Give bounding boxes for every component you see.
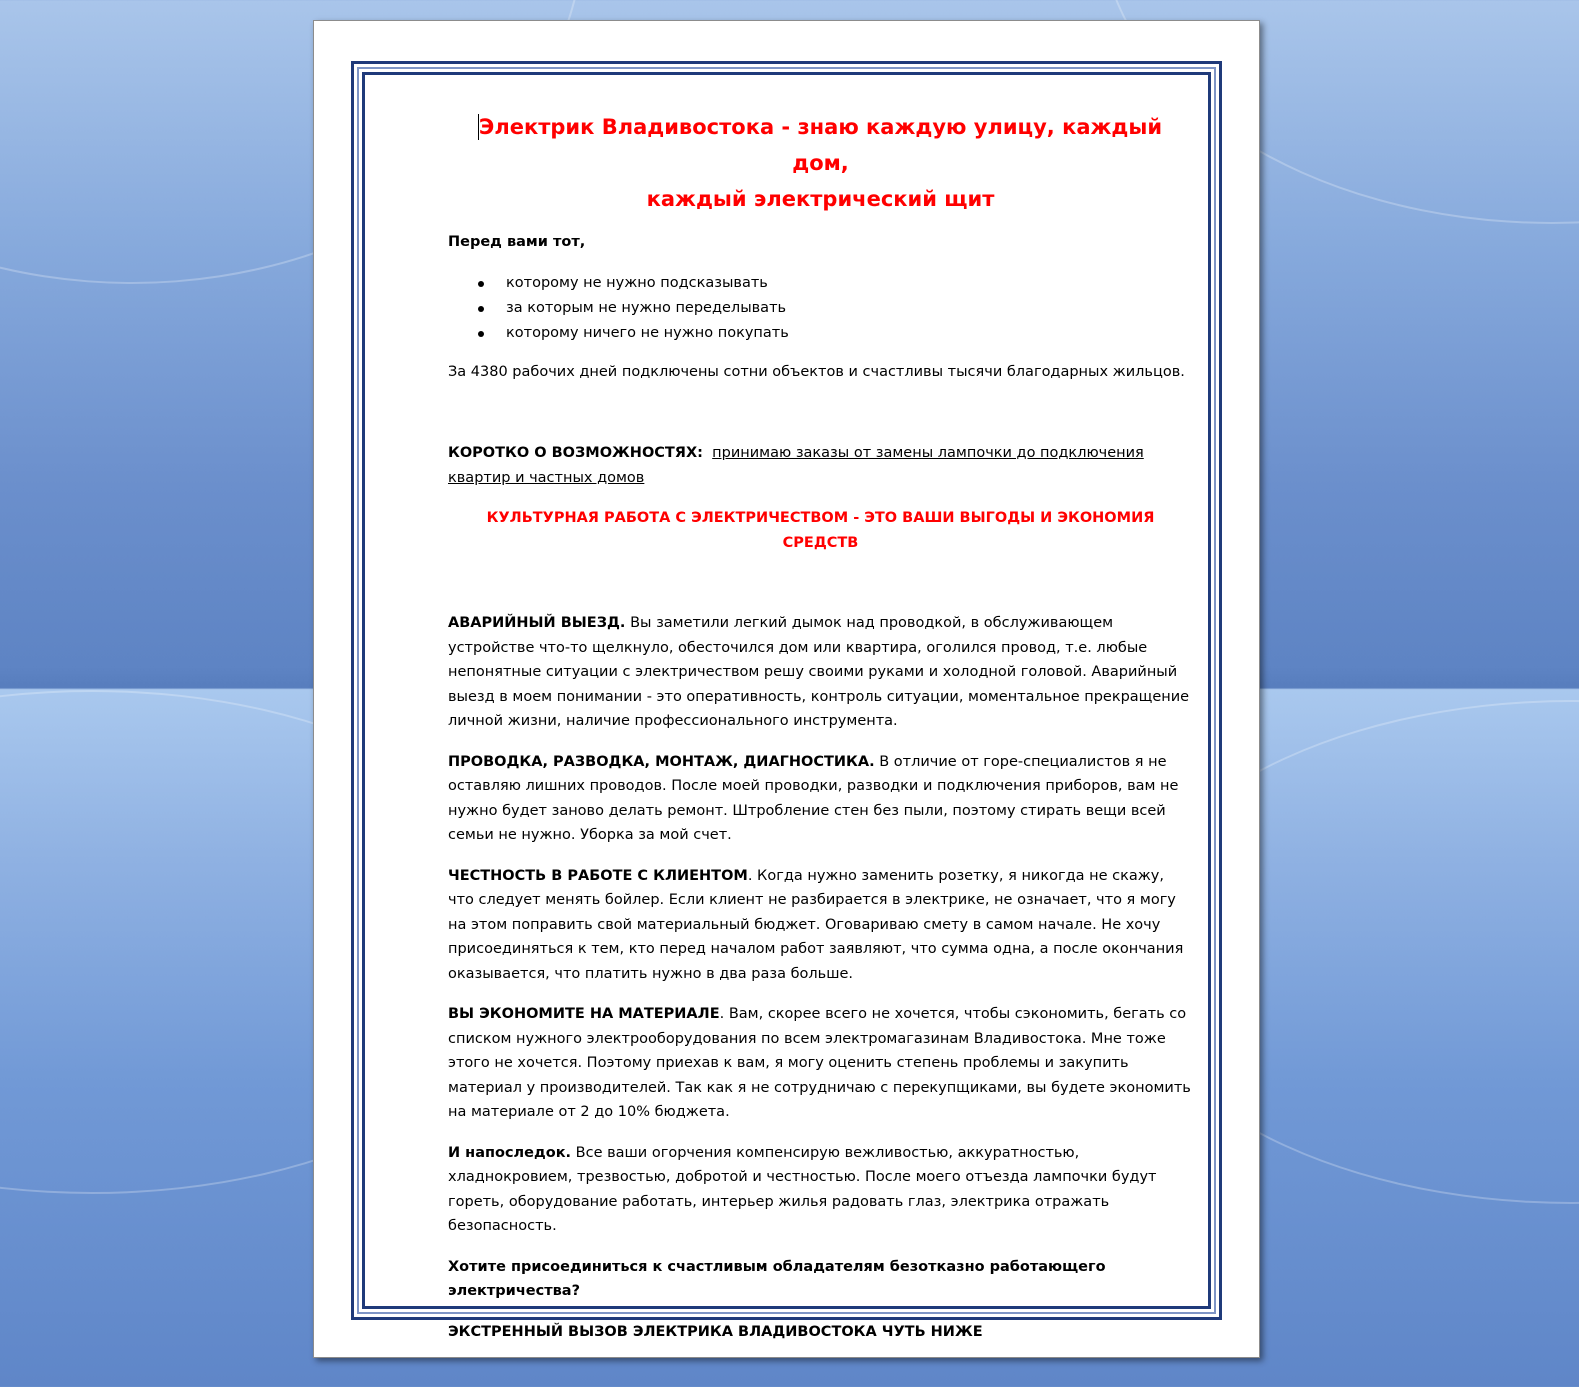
bullet-icon	[478, 306, 484, 312]
section-finally	[448, 1141, 1193, 1239]
section-emergency	[448, 611, 1193, 734]
closing-question: Хотите присоединиться к счастливым обладателям безотказно работающего электричества?	[448, 1258, 1106, 1299]
capabilities-paragraph	[448, 441, 1193, 490]
section-text: Все ваши огорчения компенсирую вежливостью, аккуратностью, хладнокровием, трезвостью, добротой и честностью. После моего отъезда лампочки будут гореть, оборудование работать, интерьер жилья радовать глаз, электрика отражать безопасность.	[448, 1144, 1157, 1234]
list-item: которому ничего не нужно покупать	[448, 321, 1193, 346]
bullet-icon	[478, 281, 484, 287]
section-text: . Вам, скорее всего не хочется, чтобы сэкономить, бегать со списком нужного электрооборудования по всем электромагазинам Владивостока. Мне тоже этого не хочется. Поэтому приехав к вам, я могу оценить степень проблемы и закупить материал у производителей. Так как я не сотрудничаю с перекупщиками, вы будете экономить на материале от 2 до 10% бюджета.	[448, 1006, 1191, 1120]
section-wiring	[448, 750, 1193, 848]
text-cursor	[478, 114, 479, 140]
slogan: КУЛЬТУРНАЯ РАБОТА С ЭЛЕКТРИЧЕСТВОМ - ЭТО ВАШИ ВЫГОДЫ И ЭКОНОМИЯ СРЕДСТВ	[486, 510, 1155, 551]
list-item: за которым не нужно переделывать	[448, 296, 1193, 321]
section-heading: ЧЕСТНОСТЬ В РАБОТЕ С КЛИЕНТОМ	[448, 867, 748, 884]
capabilities-label: КОРОТКО О ВОЗМОЖНОСТЯХ:	[448, 445, 703, 461]
section-heading: ПРОВОДКА, РАЗВОДКА, МОНТАЖ, ДИАГНОСТИКА.	[448, 753, 875, 770]
section-heading: ВЫ ЭКОНОМИТЕ НА МАТЕРИАЛЕ	[448, 1006, 720, 1022]
intro-text: Перед вами тот,	[448, 234, 586, 250]
bullet-icon	[478, 331, 484, 337]
section-text: В отличие от горе-специалистов я не оставляю лишних проводов. После моей проводки, разводки и подключения приборов, вам не нужно будет заново делать ремонт. Штробление стен без пыли, поэтому стирать вещи всей семьи не нужно. Уборка за мой счет.	[448, 753, 1179, 843]
section-heading: АВАРИЙНЫЙ ВЫЕЗД.	[448, 615, 626, 631]
section-savings	[448, 1002, 1193, 1125]
section-heading: И напоследок.	[448, 1144, 572, 1161]
list-item: которому не нужно подсказывать	[448, 271, 1193, 296]
section-text: . Когда нужно заменить розетку, я никогда не скажу, что следует менять бойлер. Если клиент не разбирается в электрике, не означает, что я могу на этом поправить свой материальный бюджет. Оговариваю смету в самом начале. Не хочу присоединяться к тем, кто перед началом работ заявляют, что сумма одна, а после окончания оказывается, что платить нужно в два раза больше.	[448, 867, 1184, 982]
section-honesty	[448, 864, 1193, 987]
document-body[interactable]	[448, 109, 1193, 1360]
section-text: Вы заметили легкий дымок над проводкой, в обслуживающем устройстве что-то щелкнуло, обесточился дом или квартира, оголился провод, т.е. любые непонятные ситуации с электричеством решу своими руками и холодной головой. Аварийный выезд в моем понимании - это оперативность, контроль ситуации, моментальное прекращение личной жизни, наличие профессионального инструмента.	[448, 615, 1190, 729]
call-to-action: ЭКСТРЕННЫЙ ВЫЗОВ ЭЛЕКТРИКА ВЛАДИВОСТОКА ЧУТЬ НИЖЕ	[448, 1323, 983, 1340]
document-page[interactable]	[313, 20, 1260, 1358]
capabilities-text: принимаю заказы от замены лампочки до подключения квартир и частных домов	[448, 445, 1144, 486]
stats-text: За 4380 рабочих дней подключены сотни объектов и счастливы тысячи благодарных жильцов.	[448, 363, 1185, 380]
document-title: Электрик Владивостока - знаю каждую улицу, каждый дом, каждый электрический щит	[478, 115, 1163, 211]
bullet-list	[448, 271, 1193, 346]
